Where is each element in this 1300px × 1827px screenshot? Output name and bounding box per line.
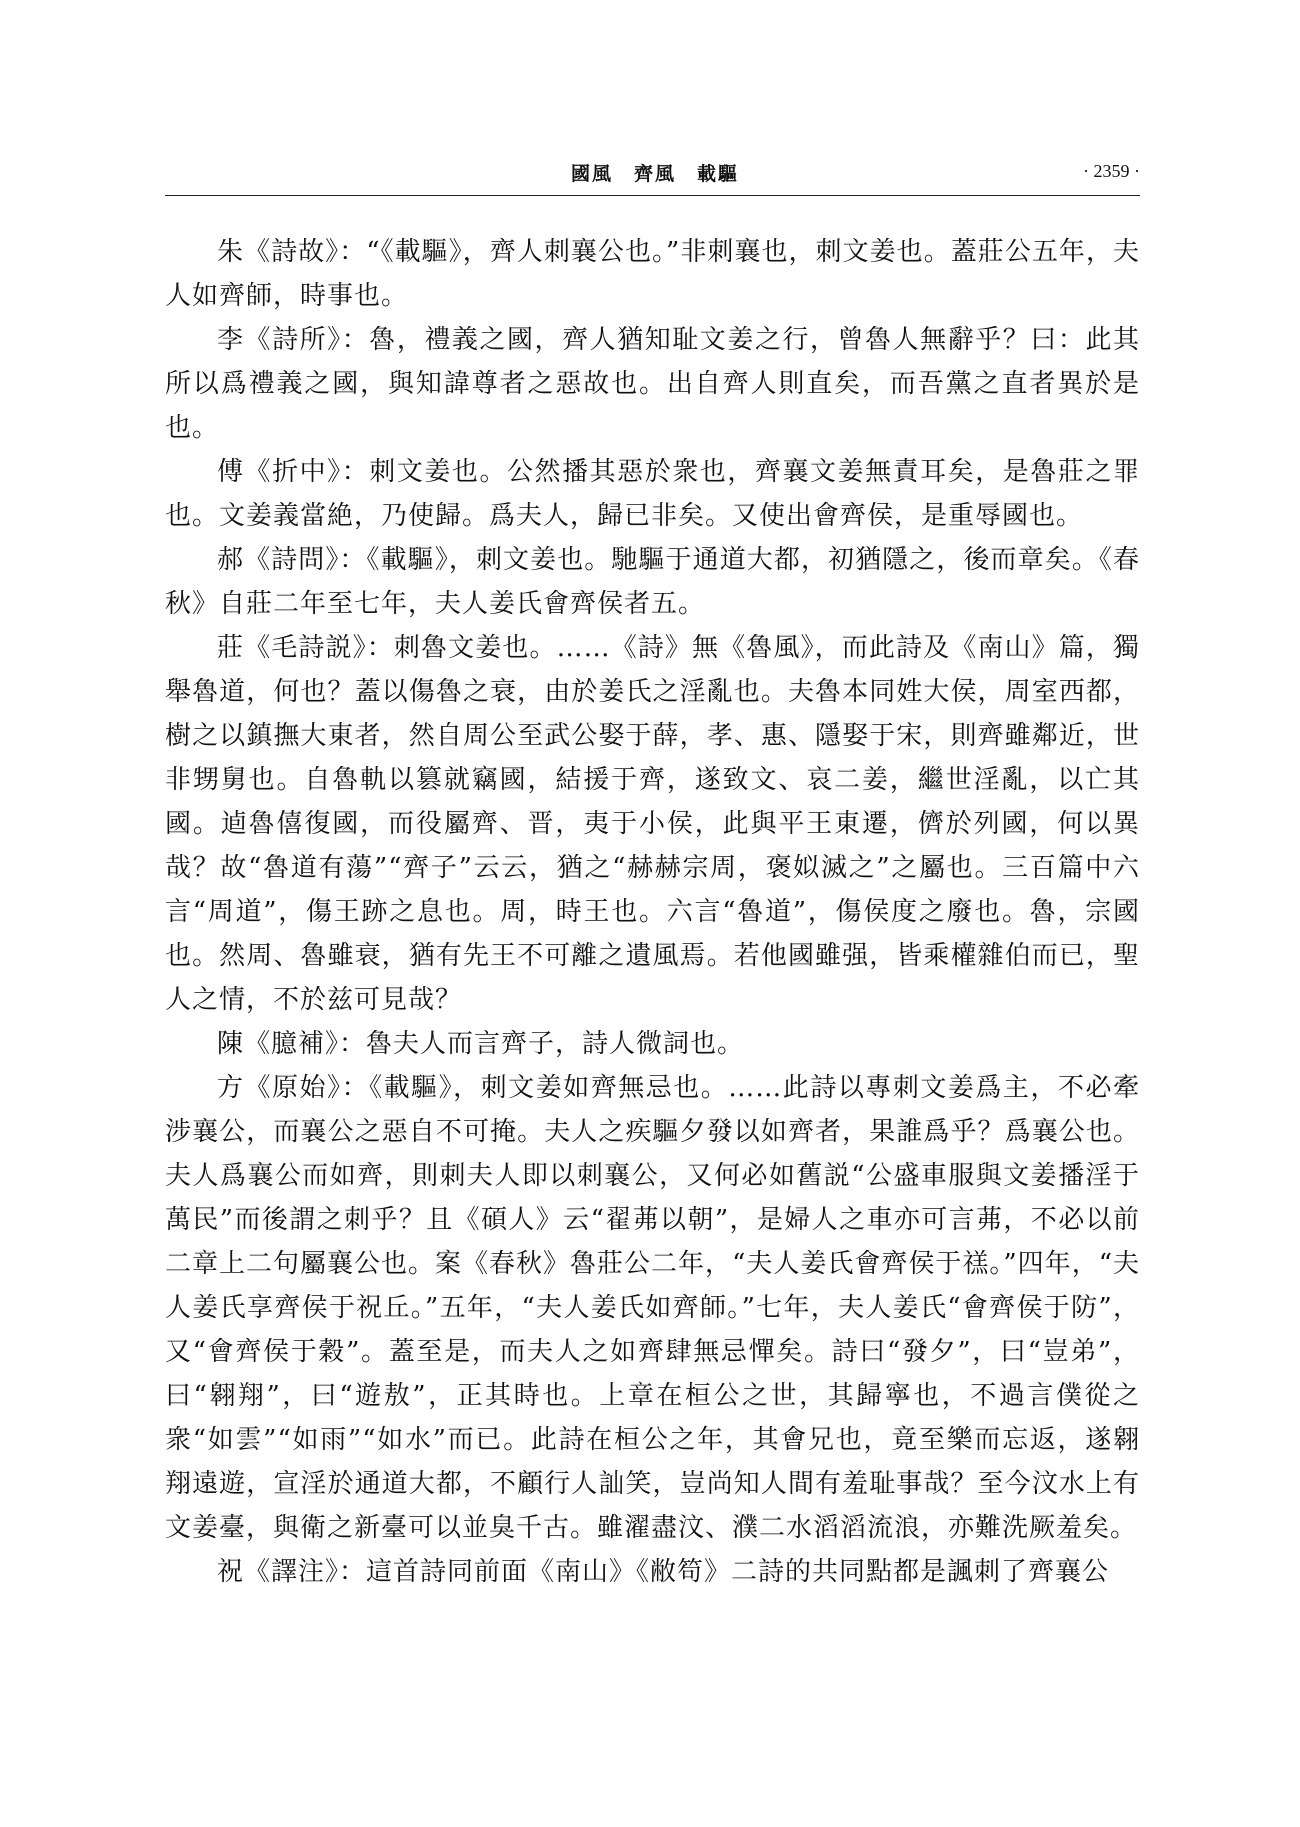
paragraph-fang-yuanshi: 方《原始》：《載驅》，刺文姜如齊無忌也。……此詩以專刺文姜爲主，不必牽涉襄公，而襄公之惡自不可掩。夫人之疾驅夕發以如齊者，果誰爲乎？爲襄公也。夫人爲襄公而如齊，則刺夫人即以刺襄公，又何必如舊説“公盛車服與文姜播淫于萬民”而後謂之刺乎？且《碩人》云“翟茀以朝”，是婦人之車亦可言茀，不必以前二章上二句屬襄公也。案《春秋》魯莊公二年，“夫人姜氏會齊侯于禚。”四年，“夫人姜氏享齊侯于祝丘。”五年，“夫人姜氏如齊師。”七年，夫人姜氏“會齊侯于防”，又“會齊侯于穀”。蓋至是，而夫人之如齊肆無忌憚矣。詩曰“發夕”，曰“豈弟”，曰“翱翔”，曰“遊敖”，正其時也。上章在桓公之世，其歸寧也，不過言僕從之衆“如雲”“如雨”“如水”而已。此詩在桓公之年，其會兄也，竟至樂而忘返，遂翱翔遠遊，宣淫於通道大都，不顧行人訕笑，豈尚知人間有羞耻事哉？至今汶水上有文姜臺，與衛之新臺可以並臭千古。雖濯盡汶、濮二水滔滔流浪，亦難洗厥羞矣。 [165,1073,1140,1543]
paragraph-zhu-shigu: 朱《詩故》：“《載驅》，齊人刺襄公也。”非刺襄也，刺文姜也。蓋莊公五年，夫人如齊師，時事也。 [165,237,1140,311]
header-rule [165,195,1140,196]
page-number: · 2359 · [1083,161,1140,181]
running-header [170,155,1140,191]
paragraph-hao-shiwen: 郝《詩問》：《載驅》，刺文姜也。馳驅于通道大都，初猶隱之，後而章矣。《春秋》自莊二年至七年，夫人姜氏會齊侯者五。 [165,545,1140,619]
paragraph-chen-yibu: 陳《臆補》：魯夫人而言齊子，詩人微詞也。 [217,1029,745,1059]
paragraph-zhu-yizhu: 祝《譯注》：這首詩同前面《南山》《敝笱》二詩的共同點都是諷刺了齊襄公 [217,1557,1110,1587]
paragraph-zhuang-maoshishuo: 莊《毛詩説》：刺魯文姜也。……《詩》無《魯風》，而此詩及《南山》篇，獨舉魯道，何也？蓋以傷魯之衰，由於姜氏之淫亂也。夫魯本同姓大侯，周室西都，樹之以鎮撫大東者，然自周公至武公娶于薛，孝、惠、隱娶于宋，則齊雖鄰近，世非甥舅也。自魯軌以篡就竊國，結援于齊，遂致文、哀二姜，繼世淫亂，以亡其國。逌魯僖復國，而役屬齊、晋，夷于小侯，此與平王東遷，儕於列國，何以異哉？故“魯道有蕩”“齊子”云云，猶之“赫赫宗周，褒姒滅之”之屬也。三百篇中六言“周道”，傷王跡之息也。周，時王也。六言“魯道”，傷侯度之廢也。魯，宗國也。然周、魯雖衰，猶有先王不可離之遺風焉。若他國雖强，皆乘權雜伯而已，聖人之情，不於兹可見哉？ [165,633,1140,1015]
header-title: 國風 齊風 載驅 [570,163,739,185]
page-body [165,230,1140,1594]
paragraph-fu-zhezhong: 傅《折中》：刺文姜也。公然播其惡於衆也，齊襄文姜無責耳矣，是魯莊之罪也。文姜義當絶，乃使歸。爲夫人，歸已非矣。又使出會齊侯，是重辱國也。 [165,457,1140,531]
paragraph-li-shisuo: 李《詩所》：魯，禮義之國，齊人猶知耻文姜之行，曾魯人無辭乎？曰：此其所以爲禮義之國，與知諱尊者之惡故也。出自齊人則直矣，而吾黨之直者異於是也。 [165,325,1140,443]
